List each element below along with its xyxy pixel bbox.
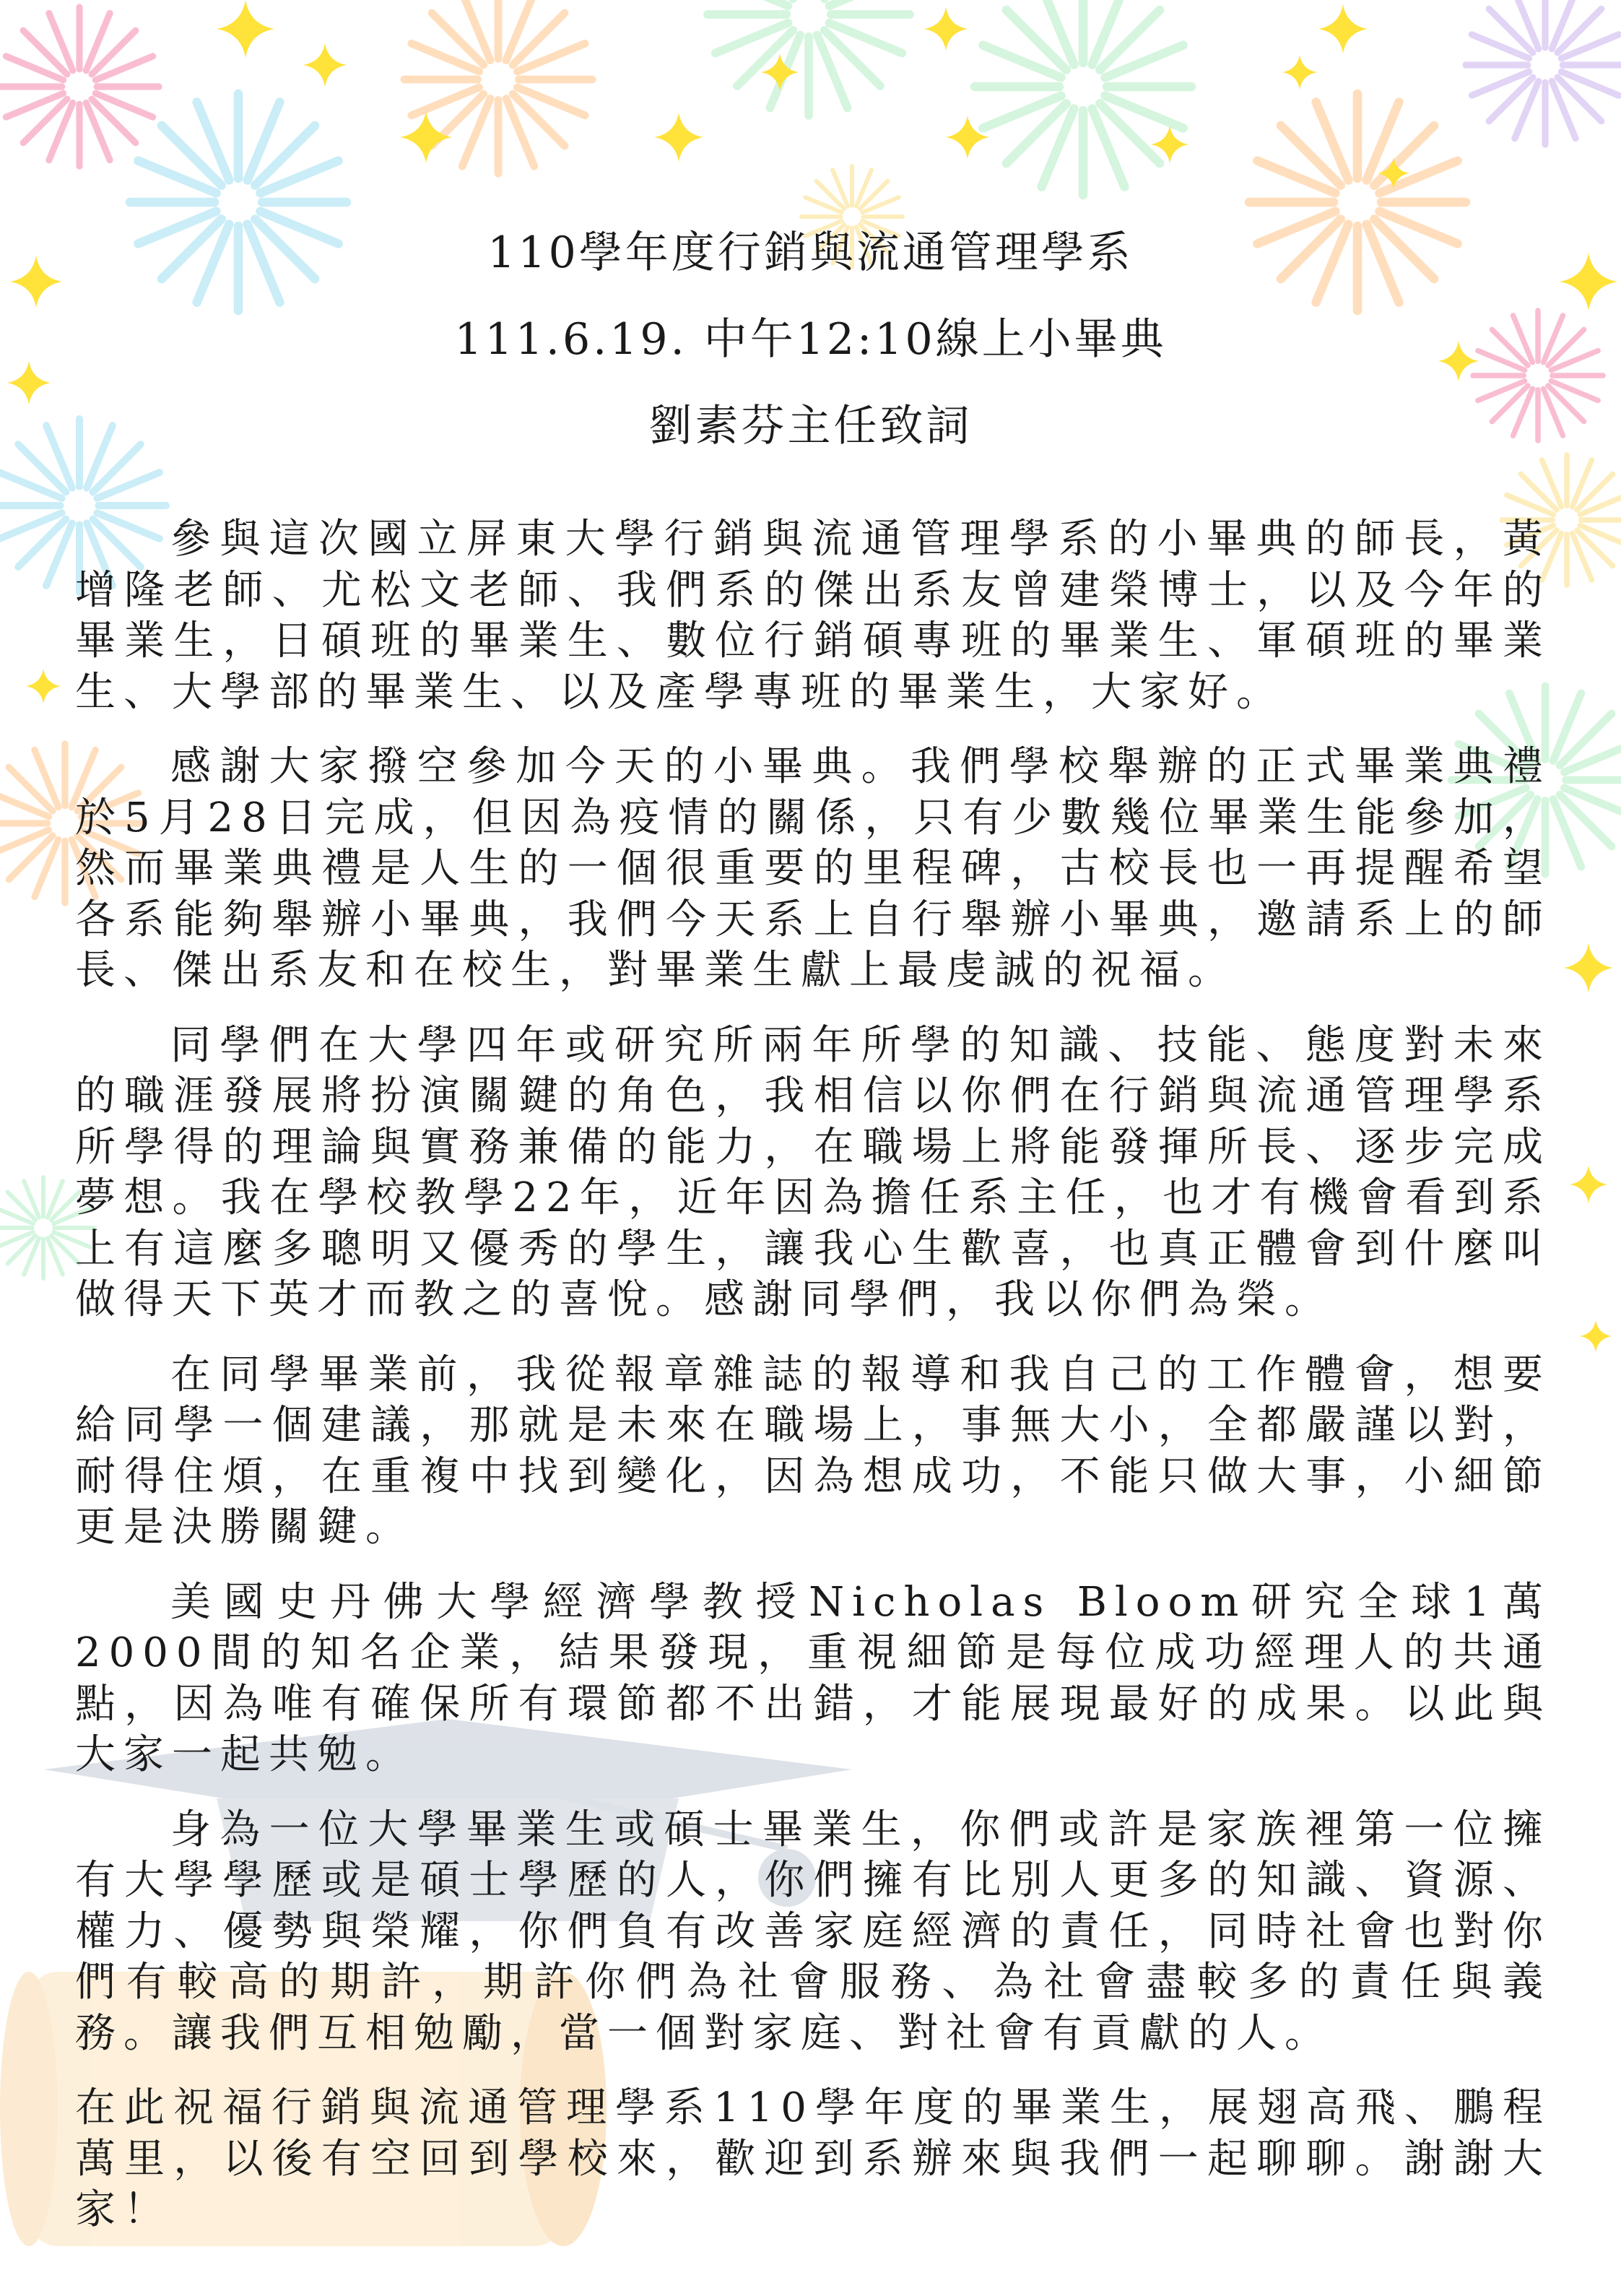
sparkle-star-icon <box>1570 1166 1607 1203</box>
speaker-title: 劉素芬主任致詞 <box>648 401 973 451</box>
firework-icon <box>975 0 1191 195</box>
speech-paragraph-career: 同學們在大學四年或研究所兩年所學的知識、技能、態度對未來的職涯發展將扮演關鍵的角色，我相信以你們在行銷與流通管理學系所學得的理論與實務兼備的能力，在職場上將能發揮所長、逐步完成夢想。我在學校教學22年，近年因為擔任系主任，也才有機會看到系上有這麼多聰明又優秀的學生，讓我心生歡喜，也真正體會到什麼叫做得天下英才而教之的喜悅。感謝同學們，我以你們為榮。 <box>75 1021 1551 1323</box>
speech-paragraph-research: 美國史丹佛大學經濟學教授Nicholas Bloom研究全球1萬2000間的知名企業，結果發現，重視細節是每位成功經理人的共通點，因為唯有確保所有環節都不出錯，才能展現最好的成果。以此與大家一起共勉。 <box>75 1578 1551 1778</box>
sparkle-star-icon <box>924 7 968 51</box>
firework-icon <box>708 0 910 116</box>
speech-paragraph-responsibility: 身為一位大學畢業生或碩士畢業生，你們或許是家族裡第一位擁有大學學歷或是碩士學歷的人，你們擁有比別人更多的知識、資源、權力、優勢與榮耀，你們負有改善家庭經濟的責任，同時社會也對你們有較高的期許，期許你們為社會服務、為社會盡較多的責任與義務。讓我們互相勉勵，當一個對家庭、對社會有貢獻的人。 <box>75 1806 1551 2057</box>
speech-header <box>0 209 1621 469</box>
speech-body <box>75 514 1551 2260</box>
sparkle-star-icon <box>217 0 274 58</box>
department-title: 110學年度行銷與流通管理學系 <box>487 228 1134 278</box>
sparkle-star-icon <box>1564 943 1613 992</box>
sparkle-star-icon <box>26 669 61 703</box>
firework-icon <box>1466 0 1621 144</box>
firework-icon <box>0 7 159 166</box>
sparkle-star-icon <box>303 43 347 87</box>
sparkle-star-icon <box>946 116 989 159</box>
speech-paragraph-closing: 在此祝福行銷與流通管理學系110學年度的畢業生，展翅高飛、鵬程萬里，以後有空回到學校來，歡迎到系辦來與我們一起聊聊。謝謝大家！ <box>75 2084 1551 2233</box>
sparkle-star-icon <box>1282 55 1317 90</box>
ceremony-date-time: 111.6.19. 中午12:10線上小畢典 <box>454 314 1167 365</box>
sparkle-star-icon <box>1580 1320 1612 1352</box>
sparkle-star-icon <box>400 111 452 163</box>
speech-paragraph-advice: 在同學畢業前，我從報章雜誌的報導和我自己的工作體會，想要給同學一個建議，那就是未來在職場上，事無大小，全都嚴謹以對，耐得住煩，在重複中找到變化，因為想成功，不能只做大事，小細節更是決勝關鍵。 <box>75 1351 1551 1551</box>
speech-paragraph-greeting: 參與這次國立屏東大學行銷與流通管理學系的小畢典的師長，黃增隆老師、尤松文老師、我們系的傑出系友曾建榮博士，以及今年的畢業生，日碩班的畢業生、數位行銷碩專班的畢業生、軍碩班的畢業生、大學部的畢業生、以及產學專班的畢業生，大家好。 <box>75 516 1551 716</box>
speech-paragraph-thanks: 感謝大家撥空參加今天的小畢典。我們學校舉辦的正式畢業典禮於5月28日完成，但因為疫情的關係，只有少數幾位畢業生能參加，然而畢業典禮是人生的一個很重要的里程碑，古校長也一再提醒希望各系能夠舉辦小畢典，我們今天系上自行舉辦小畢典，邀請系上的師長、傑出系友和在校生，對畢業生獻上最虔誠的祝福。 <box>75 743 1551 994</box>
sparkle-star-icon <box>1318 4 1368 53</box>
sparkle-star-icon <box>654 113 703 162</box>
